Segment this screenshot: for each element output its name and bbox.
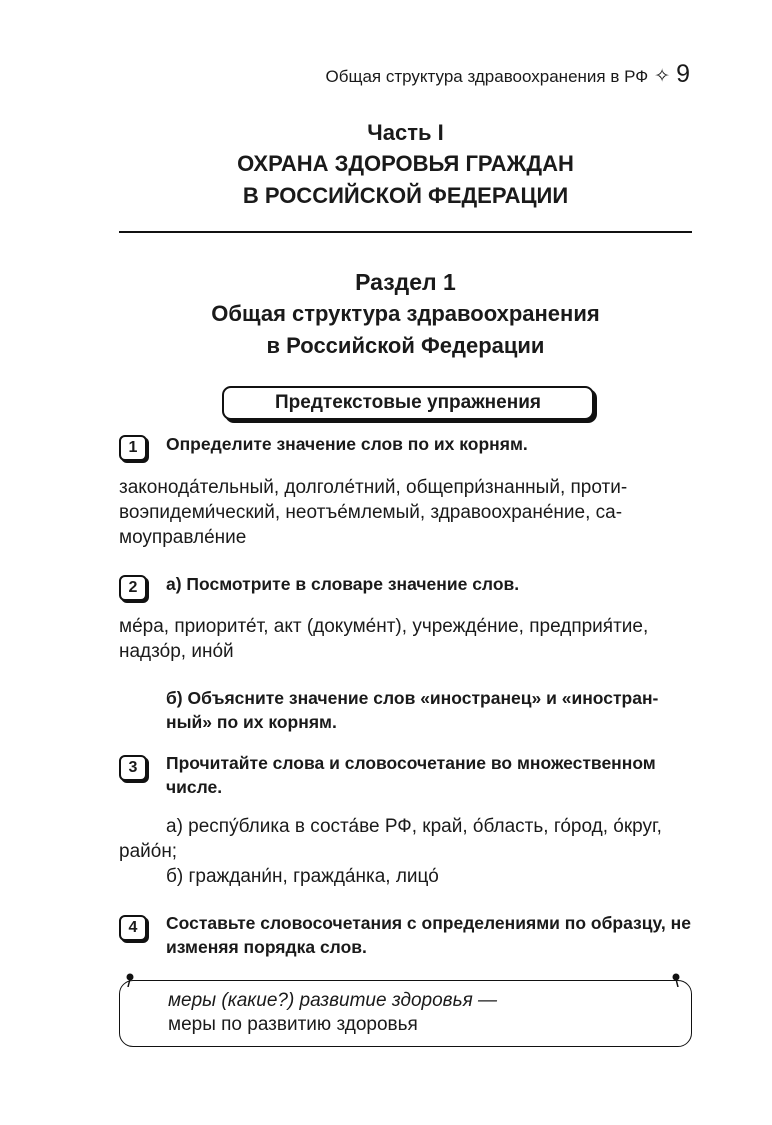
running-title: Общая структура здравоохранения в РФ: [325, 67, 649, 86]
pretext-exercises-label: Предтекстовые упражнения: [222, 386, 594, 420]
exercise-text-b: б) граждани́н, гражда́нка, лицо́: [166, 866, 439, 887]
horizontal-rule: [119, 231, 692, 233]
part-label: Часть I: [367, 120, 444, 145]
example-line1: меры (какие?) развитие здоровья —: [168, 990, 497, 1011]
section-label: Раздел 1: [355, 269, 456, 295]
section-title-line1: Общая структура здравоохранения: [211, 301, 600, 326]
exercise-instruction: Составьте словосочетания с определениями по образцу, не изменяя порядка слов.: [166, 913, 691, 957]
exercise-text: ме́ра, приорите́т, акт (докуме́нт), учрежде́ние, предприя́тие, надзо́р, ино́й: [119, 616, 649, 662]
page-number: 9: [676, 60, 690, 88]
example-line2: меры по развитию здоровья: [168, 1014, 418, 1035]
exercise-instruction: а) Посмотрите в словаре значение слов.: [166, 574, 520, 594]
running-header: [326, 60, 690, 89]
part-title-line1: ОХРАНА ЗДОРОВЬЯ ГРАЖДАН: [237, 151, 574, 176]
exercise-instruction: Определите значение слов по их корням.: [166, 434, 528, 454]
star-icon: ✧: [654, 66, 671, 87]
exercise-text: законода́тельный, долголе́тний, общепри́знанный, противоэпидеми́ческий, неотъе́млемый, здравоохране́ние, самоуправле́ние: [119, 477, 628, 548]
part-title-line2: В РОССИЙСКОЙ ФЕДЕРАЦИИ: [242, 183, 569, 208]
exercise-instruction-b: б) Объясните значение слов «иностранец» и «иностранный» по их корням.: [166, 688, 659, 732]
exercise-number-badge: 2: [119, 575, 147, 601]
exercise-number-badge: 4: [119, 915, 147, 941]
exercise-text-a: а) респу́блика в соста́ве РФ, край, о́бласть, го́род, о́круг, райо́н;: [119, 816, 662, 862]
exercise-instruction: Прочитайте слова и словосочетание во множественном числе.: [166, 753, 656, 797]
exercise-number-badge: 3: [119, 755, 147, 781]
exercise-number-badge: 1: [119, 435, 147, 461]
part-heading: [119, 118, 692, 212]
example-box: [119, 980, 692, 1047]
section-title-line2: в Российской Федерации: [266, 333, 545, 358]
section-heading: [119, 266, 692, 362]
